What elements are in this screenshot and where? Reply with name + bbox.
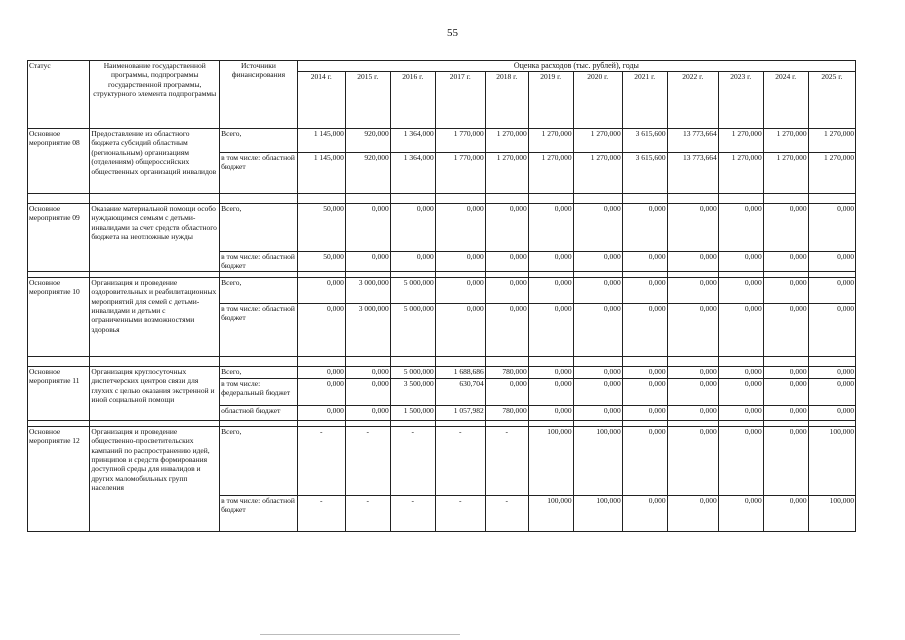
- expense-value: 1 145,000: [297, 129, 345, 153]
- expense-value: -: [435, 426, 485, 495]
- expense-value: 1 270,000: [718, 153, 763, 194]
- expense-value: 920,000: [345, 129, 390, 153]
- expense-value: 0,000: [485, 277, 528, 303]
- expense-value: 1 500,000: [390, 405, 435, 420]
- expense-value: -: [435, 495, 485, 531]
- header-year: 2021 г.: [622, 72, 667, 129]
- table-row: [28, 204, 856, 252]
- expense-value: 1 364,000: [390, 129, 435, 153]
- expenses-table: [27, 60, 856, 532]
- event-status: Основное мероприятие 09: [28, 204, 90, 272]
- spacer-cell: [28, 194, 90, 204]
- expense-value: 100,000: [528, 495, 573, 531]
- spacer-cell: [718, 356, 763, 366]
- spacer-cell: [573, 356, 622, 366]
- expense-value: 0,000: [763, 252, 808, 272]
- expense-value: 0,000: [390, 252, 435, 272]
- event-name: Организация и проведение оздоровительных и реабилитационных мероприятий для семей с детьми-инвалидами и детьми с ограниченными возможностями здоровья: [90, 277, 220, 356]
- expense-value: 50,000: [297, 252, 345, 272]
- expense-value: 0,000: [528, 378, 573, 405]
- expense-value: 0,000: [528, 277, 573, 303]
- spacer-cell: [528, 356, 573, 366]
- expense-value: 0,000: [622, 204, 667, 252]
- expense-value: 0,000: [485, 204, 528, 252]
- funding-source: Всего,: [220, 366, 298, 378]
- event-name: Организация и проведение общественно-просветительских кампаний по распространению идей, принципов и средств формирования доступной среды для инвалидов и других маломобильных групп населения: [90, 426, 220, 531]
- expense-value: -: [390, 495, 435, 531]
- expense-value: 100,000: [808, 495, 855, 531]
- expense-value: 0,000: [667, 426, 718, 495]
- spacer-cell: [345, 356, 390, 366]
- spacer-cell: [763, 356, 808, 366]
- expense-value: 1 270,000: [808, 129, 855, 153]
- expense-value: 0,000: [808, 378, 855, 405]
- expense-value: 0,000: [297, 366, 345, 378]
- event-status: Основное мероприятие 12: [28, 426, 90, 531]
- expense-value: 0,000: [528, 303, 573, 356]
- expense-value: 0,000: [718, 277, 763, 303]
- header-sources: Источники финансирования: [220, 61, 298, 129]
- expense-value: 0,000: [297, 303, 345, 356]
- header-name: Наименование государственной программы, подпрограммы государственной программы, структурного элемента подпрограммы: [90, 61, 220, 129]
- header-year: 2015 г.: [345, 72, 390, 129]
- expense-value: 0,000: [573, 204, 622, 252]
- spacer-cell: [390, 194, 435, 204]
- table-row: [28, 426, 856, 495]
- expense-value: 0,000: [718, 405, 763, 420]
- funding-source: в том числе: областной бюджет: [220, 495, 298, 531]
- expense-value: 0,000: [435, 252, 485, 272]
- spacer-cell: [763, 194, 808, 204]
- expense-value: 0,000: [763, 204, 808, 252]
- expense-value: 0,000: [763, 495, 808, 531]
- expense-value: 0,000: [808, 366, 855, 378]
- funding-source: областной бюджет: [220, 405, 298, 420]
- expense-value: 0,000: [390, 204, 435, 252]
- expense-value: 1 270,000: [485, 129, 528, 153]
- expense-value: 0,000: [763, 303, 808, 356]
- expense-value: 0,000: [435, 277, 485, 303]
- expense-value: 0,000: [808, 204, 855, 252]
- expense-value: -: [485, 495, 528, 531]
- expense-value: 1 057,982: [435, 405, 485, 420]
- event-name: Организация круглосуточных диспетчерских центров связи для глухих с целью оказания экстренной и иной социальной помощи: [90, 366, 220, 420]
- expense-value: 0,000: [763, 405, 808, 420]
- expense-value: 3 615,600: [622, 153, 667, 194]
- spacer-cell: [667, 194, 718, 204]
- expense-value: -: [297, 495, 345, 531]
- expense-value: 0,000: [345, 378, 390, 405]
- expense-value: 1 270,000: [808, 153, 855, 194]
- spacer-cell: [297, 356, 345, 366]
- expense-value: 1 770,000: [435, 153, 485, 194]
- spacer-cell: [435, 194, 485, 204]
- expense-value: 0,000: [808, 303, 855, 356]
- row-spacer: [28, 194, 856, 204]
- expense-value: 3 000,000: [345, 277, 390, 303]
- header-status: Статус: [28, 61, 90, 129]
- expense-value: 50,000: [297, 204, 345, 252]
- expense-value: 0,000: [485, 378, 528, 405]
- table-row: [28, 366, 856, 378]
- expense-value: 1 270,000: [573, 153, 622, 194]
- expense-value: 0,000: [528, 405, 573, 420]
- funding-source: Всего,: [220, 277, 298, 303]
- expense-value: 0,000: [667, 495, 718, 531]
- expense-value: 0,000: [622, 378, 667, 405]
- expense-value: 1 145,000: [297, 153, 345, 194]
- expense-value: 13 773,664: [667, 129, 718, 153]
- expense-value: 100,000: [528, 426, 573, 495]
- spacer-cell: [485, 194, 528, 204]
- event-name: Предоставление из областного бюджета субсидий областным (региональным) организациям (отделениям) общероссийских общественных организаций инвалидов: [90, 129, 220, 194]
- scan-artifact: [260, 634, 460, 635]
- expense-value: 0,000: [485, 252, 528, 272]
- expense-value: 1 270,000: [485, 153, 528, 194]
- spacer-cell: [622, 356, 667, 366]
- expense-value: 0,000: [528, 252, 573, 272]
- expense-value: 0,000: [622, 252, 667, 272]
- funding-source: Всего,: [220, 426, 298, 495]
- header-year: 2014 г.: [297, 72, 345, 129]
- expense-value: 0,000: [718, 252, 763, 272]
- expense-value: 0,000: [345, 204, 390, 252]
- expense-value: 3 000,000: [345, 303, 390, 356]
- expense-value: -: [345, 426, 390, 495]
- expense-value: 0,000: [763, 277, 808, 303]
- expense-value: 0,000: [763, 378, 808, 405]
- expense-value: 0,000: [622, 303, 667, 356]
- expense-value: 1 270,000: [573, 129, 622, 153]
- expense-value: 0,000: [667, 277, 718, 303]
- expense-value: 0,000: [718, 204, 763, 252]
- expense-value: 0,000: [763, 426, 808, 495]
- expense-value: 3 615,600: [622, 129, 667, 153]
- event-status: Основное мероприятие 08: [28, 129, 90, 194]
- expense-value: 0,000: [667, 366, 718, 378]
- event-status: Основное мероприятие 11: [28, 366, 90, 420]
- expense-value: 0,000: [808, 405, 855, 420]
- header-year: 2023 г.: [718, 72, 763, 129]
- expense-value: 5 000,000: [390, 277, 435, 303]
- expense-value: 0,000: [622, 426, 667, 495]
- table-row: [28, 277, 856, 303]
- table-row: [28, 129, 856, 153]
- funding-source: Всего,: [220, 129, 298, 153]
- expense-value: -: [390, 426, 435, 495]
- expense-value: 100,000: [573, 495, 622, 531]
- expense-value: 0,000: [297, 405, 345, 420]
- event-name: Оказание материальной помощи особо нуждающимся семьям с детьми-инвалидами за счет средств областного бюджета на неотложные нужды: [90, 204, 220, 272]
- expense-value: 1 770,000: [435, 129, 485, 153]
- row-spacer: [28, 356, 856, 366]
- expense-value: 0,000: [667, 378, 718, 405]
- expense-value: 0,000: [573, 303, 622, 356]
- expense-value: 1 270,000: [763, 129, 808, 153]
- expense-value: 0,000: [573, 378, 622, 405]
- expense-value: -: [485, 426, 528, 495]
- header-year: 2020 г.: [573, 72, 622, 129]
- expense-value: 780,000: [485, 366, 528, 378]
- expense-value: 0,000: [435, 303, 485, 356]
- spacer-cell: [718, 194, 763, 204]
- expense-value: 0,000: [718, 303, 763, 356]
- expense-value: 0,000: [667, 204, 718, 252]
- expense-value: 0,000: [528, 366, 573, 378]
- expense-value: -: [297, 426, 345, 495]
- expense-value: 0,000: [667, 303, 718, 356]
- spacer-cell: [297, 194, 345, 204]
- spacer-cell: [90, 194, 220, 204]
- expense-value: 0,000: [718, 378, 763, 405]
- expense-value: 0,000: [763, 366, 808, 378]
- header-year: 2025 г.: [808, 72, 855, 129]
- expense-value: 1 270,000: [763, 153, 808, 194]
- spacer-cell: [485, 356, 528, 366]
- spacer-cell: [220, 194, 298, 204]
- expense-value: 5 000,000: [390, 303, 435, 356]
- expense-value: 3 500,000: [390, 378, 435, 405]
- expense-value: 0,000: [297, 277, 345, 303]
- expense-value: 0,000: [622, 366, 667, 378]
- header-estimate: Оценка расходов (тыс. рублей), годы: [297, 61, 855, 72]
- expense-value: 0,000: [622, 495, 667, 531]
- header-year: 2019 г.: [528, 72, 573, 129]
- expense-value: 780,000: [485, 405, 528, 420]
- expense-value: 0,000: [573, 252, 622, 272]
- expense-value: 0,000: [528, 204, 573, 252]
- expense-value: 0,000: [345, 366, 390, 378]
- header-year: 2018 г.: [485, 72, 528, 129]
- expense-value: 0,000: [667, 252, 718, 272]
- expense-value: 100,000: [808, 426, 855, 495]
- spacer-cell: [220, 356, 298, 366]
- expense-value: 0,000: [573, 405, 622, 420]
- page-number: 55: [447, 27, 458, 39]
- expense-value: 0,000: [718, 495, 763, 531]
- expense-value: 0,000: [718, 366, 763, 378]
- header-year: 2022 г.: [667, 72, 718, 129]
- header-year: 2024 г.: [763, 72, 808, 129]
- spacer-cell: [573, 194, 622, 204]
- expense-value: 1 270,000: [528, 129, 573, 153]
- expense-value: 0,000: [485, 303, 528, 356]
- expense-value: 1 270,000: [528, 153, 573, 194]
- expense-value: 100,000: [573, 426, 622, 495]
- expense-value: 1 688,686: [435, 366, 485, 378]
- spacer-cell: [435, 356, 485, 366]
- funding-source: в том числе: федеральный бюджет: [220, 378, 298, 405]
- expense-value: 0,000: [297, 378, 345, 405]
- expense-value: 0,000: [573, 366, 622, 378]
- expense-value: 920,000: [345, 153, 390, 194]
- expense-value: 0,000: [622, 405, 667, 420]
- spacer-cell: [808, 356, 855, 366]
- spacer-cell: [622, 194, 667, 204]
- spacer-cell: [28, 356, 90, 366]
- expense-value: 0,000: [718, 426, 763, 495]
- expense-value: 0,000: [435, 204, 485, 252]
- spacer-cell: [90, 356, 220, 366]
- expense-value: -: [345, 495, 390, 531]
- expense-value: 0,000: [622, 277, 667, 303]
- funding-source: в том числе: областной бюджет: [220, 303, 298, 356]
- funding-source: в том числе: областной бюджет: [220, 252, 298, 272]
- expense-value: 5 000,000: [390, 366, 435, 378]
- spacer-cell: [808, 194, 855, 204]
- expense-value: 0,000: [345, 252, 390, 272]
- funding-source: Всего,: [220, 204, 298, 252]
- funding-source: в том числе: областной бюджет: [220, 153, 298, 194]
- expense-value: 1 270,000: [718, 129, 763, 153]
- expense-value: 0,000: [808, 277, 855, 303]
- expense-value: 0,000: [573, 277, 622, 303]
- expense-value: 1 364,000: [390, 153, 435, 194]
- spacer-cell: [667, 356, 718, 366]
- header-year: 2016 г.: [390, 72, 435, 129]
- expense-value: 0,000: [808, 252, 855, 272]
- expense-value: 0,000: [345, 405, 390, 420]
- expense-value: 13 773,664: [667, 153, 718, 194]
- event-status: Основное мероприятие 10: [28, 277, 90, 356]
- spacer-cell: [390, 356, 435, 366]
- spacer-cell: [345, 194, 390, 204]
- expense-value: 630,704: [435, 378, 485, 405]
- header-year: 2017 г.: [435, 72, 485, 129]
- spacer-cell: [528, 194, 573, 204]
- expense-value: 0,000: [667, 405, 718, 420]
